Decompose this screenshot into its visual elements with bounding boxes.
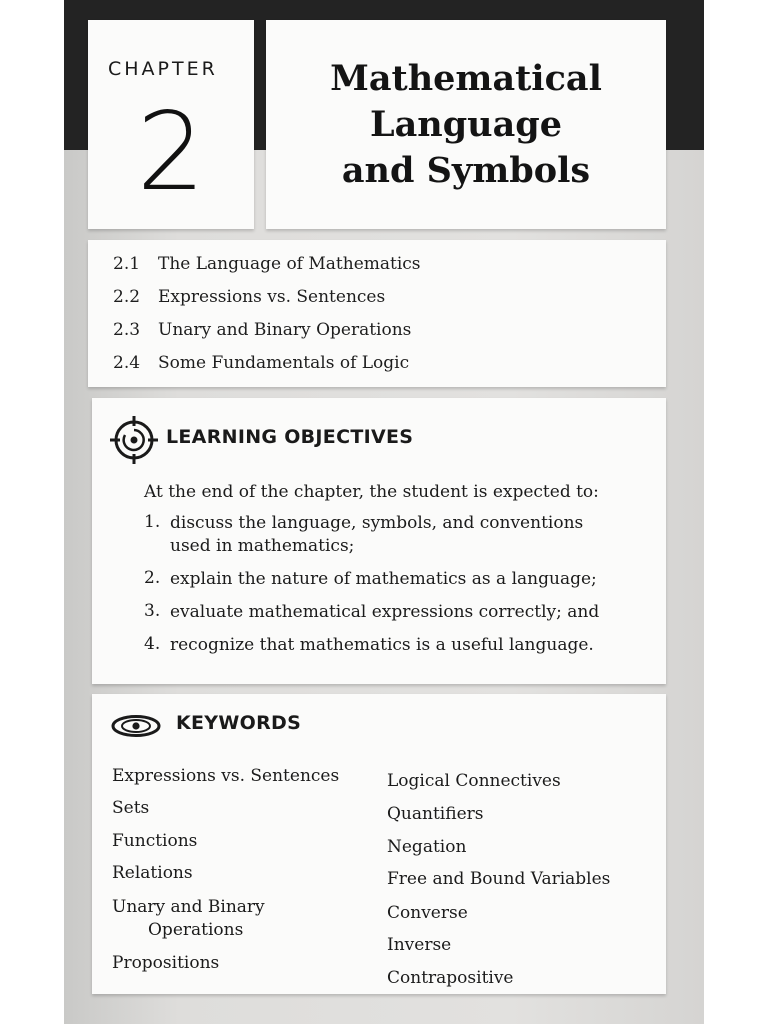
keyword: Propositions xyxy=(112,953,220,973)
learning-objectives-heading: LEARNING OBJECTIVES xyxy=(166,426,414,448)
keyword: Sets xyxy=(112,798,150,818)
keywords-box xyxy=(92,694,666,994)
section-title: Expressions vs. Sentences xyxy=(158,287,386,307)
chapter-title-box xyxy=(266,20,666,229)
section-item xyxy=(113,254,421,274)
keyword: Inverse xyxy=(387,935,452,955)
objective-number: 4. xyxy=(144,634,161,654)
chapter-title xyxy=(266,56,666,194)
objective-text: explain the nature of mathematics as a language; xyxy=(170,569,597,589)
keyword: Quantifiers xyxy=(387,804,484,824)
section-title: The Language of Mathematics xyxy=(158,254,421,274)
book-page xyxy=(64,0,704,1024)
section-title: Unary and Binary Operations xyxy=(158,320,412,340)
objective-text: recognize that mathematics is a useful language. xyxy=(170,635,594,655)
chapter-title-line: Mathematical xyxy=(330,58,602,99)
keywords-heading: KEYWORDS xyxy=(176,712,302,734)
keyword: Contrapositive xyxy=(387,968,514,988)
keyword: Unary and Binary xyxy=(112,897,265,917)
target-icon xyxy=(108,414,160,466)
keyword-continued: Operations xyxy=(148,920,244,940)
keyword: Converse xyxy=(387,903,468,923)
objective-item xyxy=(144,568,597,591)
eye-icon xyxy=(110,714,162,738)
section-item xyxy=(113,320,411,340)
chapter-label: CHAPTER xyxy=(108,58,218,80)
section-item xyxy=(113,353,409,373)
objective-number: 1. xyxy=(144,512,161,532)
objective-item xyxy=(144,601,599,624)
objective-text-continued: used in mathematics; xyxy=(170,536,355,556)
chapter-title-line: Language xyxy=(369,104,563,145)
objectives-intro: At the end of the chapter, the student is expected to: xyxy=(144,482,599,502)
keyword: Expressions vs. Sentences xyxy=(112,766,340,786)
chapter-title-line: and Symbols xyxy=(341,150,591,191)
section-title: Some Fundamentals of Logic xyxy=(158,353,410,373)
objective-number: 3. xyxy=(144,601,161,621)
chapter-number-box xyxy=(88,20,254,229)
objective-text: evaluate mathematical expressions correctly; and xyxy=(170,602,600,622)
keyword: Logical Connectives xyxy=(387,771,561,791)
section-number: 2.3 xyxy=(113,320,141,340)
section-list xyxy=(88,240,666,387)
objective-item xyxy=(144,634,594,657)
section-number: 2.4 xyxy=(113,353,141,373)
section-number: 2.2 xyxy=(113,287,141,307)
keyword: Negation xyxy=(387,837,467,857)
section-number: 2.1 xyxy=(113,254,141,274)
objective-text: discuss the language, symbols, and conventions xyxy=(170,513,584,533)
objective-number: 2. xyxy=(144,568,161,588)
learning-objectives-box xyxy=(92,398,666,684)
chapter-number: 2 xyxy=(136,90,206,215)
keyword: Functions xyxy=(112,831,198,851)
section-item xyxy=(113,287,385,307)
objective-item xyxy=(144,512,583,558)
keyword: Relations xyxy=(112,863,193,883)
keyword: Free and Bound Variables xyxy=(387,869,611,889)
